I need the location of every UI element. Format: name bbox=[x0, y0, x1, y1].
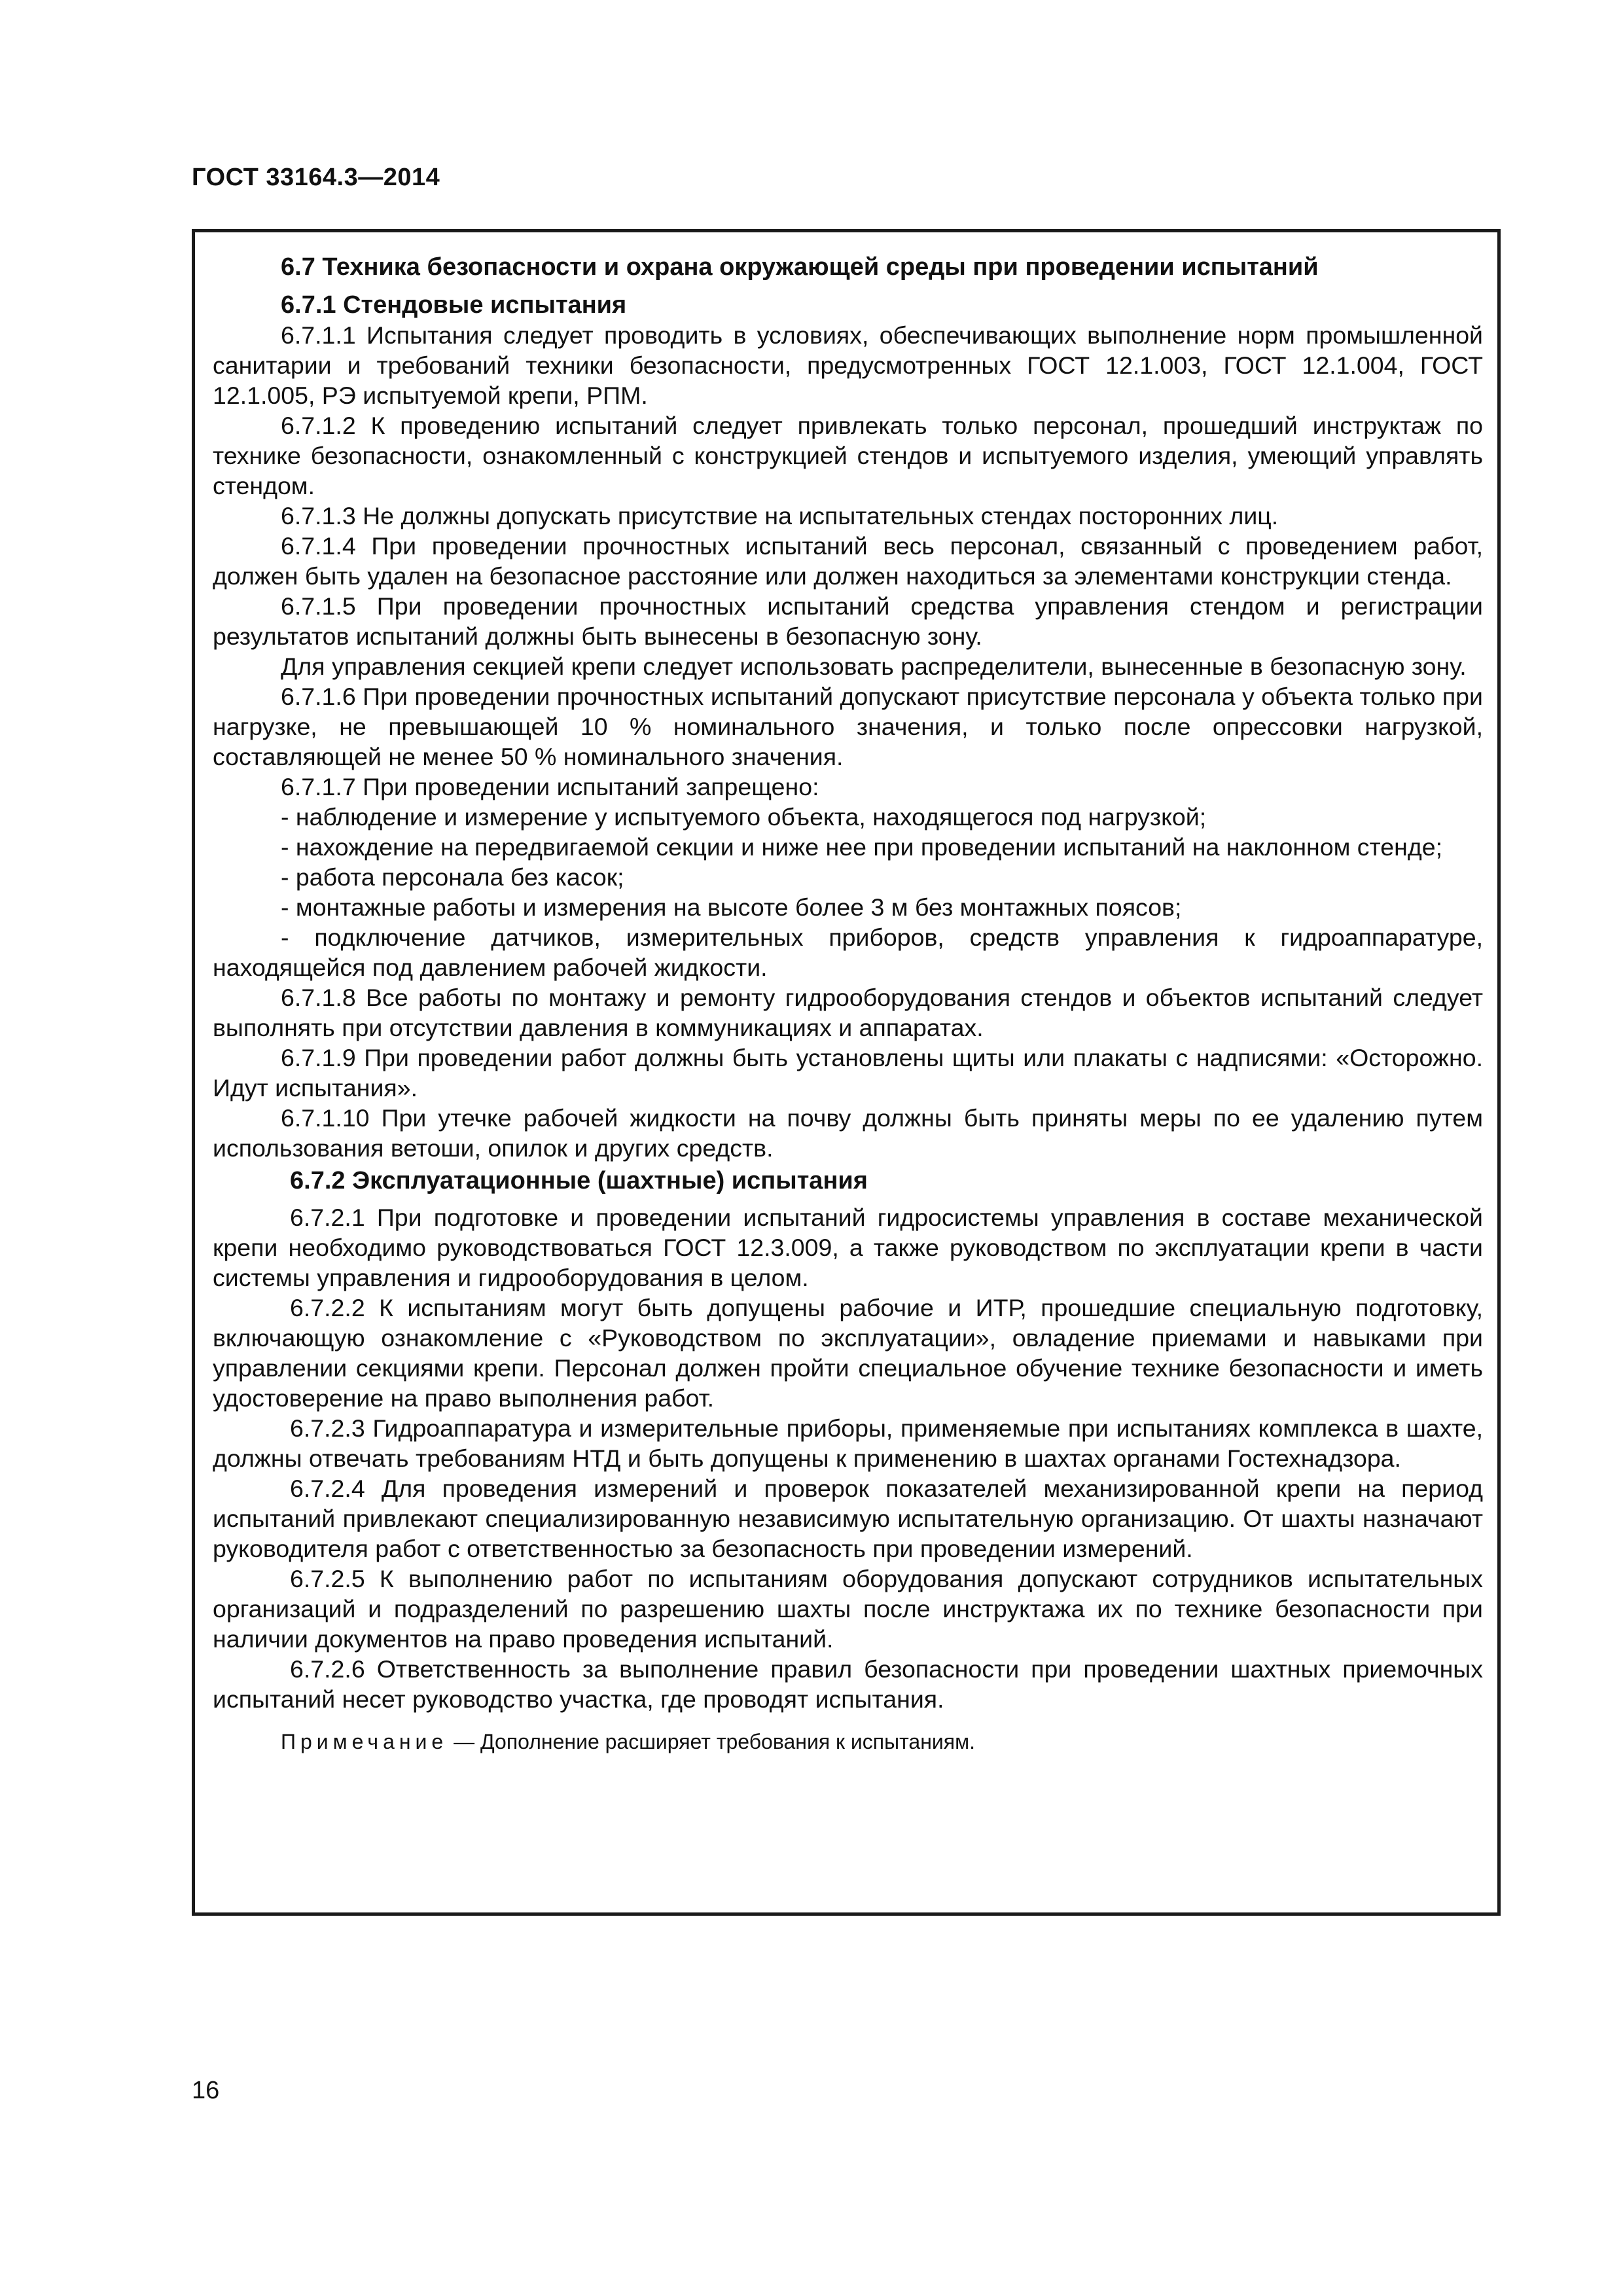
page-number: 16 bbox=[192, 2077, 220, 2104]
subsection-mine-tests bbox=[213, 1166, 1483, 1714]
list-item: - подключение датчиков, измерительных приборов, средств управления к гидроаппаратуре, находящейся под давлением рабочей жидкости. bbox=[213, 924, 1483, 981]
document-header: ГОСТ 33164.3—2014 bbox=[192, 164, 440, 191]
note-label: Примечание bbox=[281, 1730, 448, 1753]
paragraph: 6.7.1.3 Не должны допускать присутствие на испытательных стендах посторонних лиц. bbox=[281, 502, 1279, 529]
paragraph: 6.7.2.2 К испытаниям могут быть допущены рабочие и ИТР, прошедшие специальную подготовку, включающую ознакомление с «Руководством по эксплуатации», овладение приемами и навыками при управлении секциями крепи. Персонал должен пройти специальное обучение технике безопасности и иметь удостоверение на право выполнения работ. bbox=[213, 1294, 1483, 1412]
section-title: 6.7 Техника безопасности и охрана окружающей среды при проведении испытаний bbox=[281, 253, 1319, 281]
note-text: — Дополнение расширяет требования к испытаниям. bbox=[448, 1730, 975, 1753]
paragraph: Для управления секцией крепи следует использовать распределители, вынесенные в безопасную зону. bbox=[281, 653, 1467, 680]
paragraph: 6.7.1.6 При проведении прочностных испытаний допускают присутствие персонала у объекта только при нагрузке, не превышающей 10 % номинального значения, и только после опрессовки нагрузкой, составляющей не менее 50 % номинального значения. bbox=[213, 683, 1483, 770]
list-item: - работа персонала без касок; bbox=[281, 863, 624, 891]
paragraph: 6.7.1.1 Испытания следует проводить в условиях, обеспечивающих выполнение норм промышленной санитарии и требований техники безопасности, предусмотренных ГОСТ 12.1.003, ГОСТ 12.1.004, ГОСТ 12.1.005, РЭ испытуемой крепи, РПМ. bbox=[213, 321, 1483, 409]
subsection-title: 6.7.2 Эксплуатационные (шахтные) испытания bbox=[290, 1167, 868, 1194]
note bbox=[213, 1729, 1483, 1755]
paragraph: 6.7.1.7 При проведении испытаний запрещено: bbox=[281, 773, 819, 800]
paragraph: 6.7.2.1 При подготовке и проведении испытаний гидросистемы управления в составе механической крепи необходимо руководствоваться ГОСТ 12.3.009, а также руководством по эксплуатации крепи в части системы управления и гидрооборудования в целом. bbox=[213, 1204, 1483, 1291]
paragraph: 6.7.2.6 Ответственность за выполнение правил безопасности при проведении шахтных приемочных испытаний несет руководство участка, где проводят испытания. bbox=[213, 1655, 1483, 1713]
list-item: - наблюдение и измерение у испытуемого объекта, находящегося под нагрузкой; bbox=[281, 803, 1207, 831]
paragraph: 6.7.1.8 Все работы по монтажу и ремонту гидрооборудования стендов и объектов испытаний следует выполнять при отсутствии давления в коммуникациях и аппаратах. bbox=[213, 984, 1483, 1041]
paragraph: 6.7.1.10 При утечке рабочей жидкости на почву должны быть приняты меры по ее удалению путем использования ветоши, опилок и других средств. bbox=[213, 1104, 1483, 1162]
paragraph: 6.7.1.4 При проведении прочностных испытаний весь персонал, связанный с проведением работ, должен быть удален на безопасное расстояние или должен находиться за элементами конструкции стенда. bbox=[213, 532, 1483, 590]
subsection-title: 6.7.1 Стендовые испытания bbox=[281, 291, 627, 319]
paragraph: 6.7.2.5 К выполнению работ по испытаниям оборудования допускают сотрудников испытательных организаций и подразделений по разрешению шахты после инструктажа их по технике безопасности при наличии документов на право проведения испытаний. bbox=[213, 1565, 1483, 1653]
paragraph: 6.7.1.2 К проведению испытаний следует привлекать только персонал, прошедший инструктаж по технике безопасности, ознакомленный с конструкцией стендов и испытуемого изделия, умеющий управлять стендом. bbox=[213, 412, 1483, 499]
list-item: - монтажные работы и измерения на высоте более 3 м без монтажных поясов; bbox=[281, 893, 1182, 921]
paragraph: 6.7.2.3 Гидроаппаратура и измерительные приборы, применяемые при испытаниях комплекса в шахте, должны отвечать требованиям НТД и быть допущены к применению в шахтах органами Гостехнадзора. bbox=[213, 1414, 1483, 1472]
content-frame bbox=[192, 229, 1501, 1916]
list-item: - нахождение на передвигаемой секции и ниже нее при проведении испытаний на наклонном стенде; bbox=[281, 833, 1443, 861]
paragraph: 6.7.1.5 При проведении прочностных испытаний средства управления стендом и регистрации результатов испытаний должны быть вынесены в безопасную зону. bbox=[213, 592, 1483, 650]
paragraph: 6.7.2.4 Для проведения измерений и проверок показателей механизированной крепи на период испытаний привлекают специализированную независимую испытательную организацию. От шахты назначают руководителя работ с ответственностью за безопасность при проведении измерений. bbox=[213, 1475, 1483, 1562]
subsection-bench-tests bbox=[213, 290, 1483, 1163]
paragraph: 6.7.1.9 При проведении работ должны быть установлены щиты или плакаты с надписями: «Осторожно. Идут испытания». bbox=[213, 1044, 1483, 1102]
